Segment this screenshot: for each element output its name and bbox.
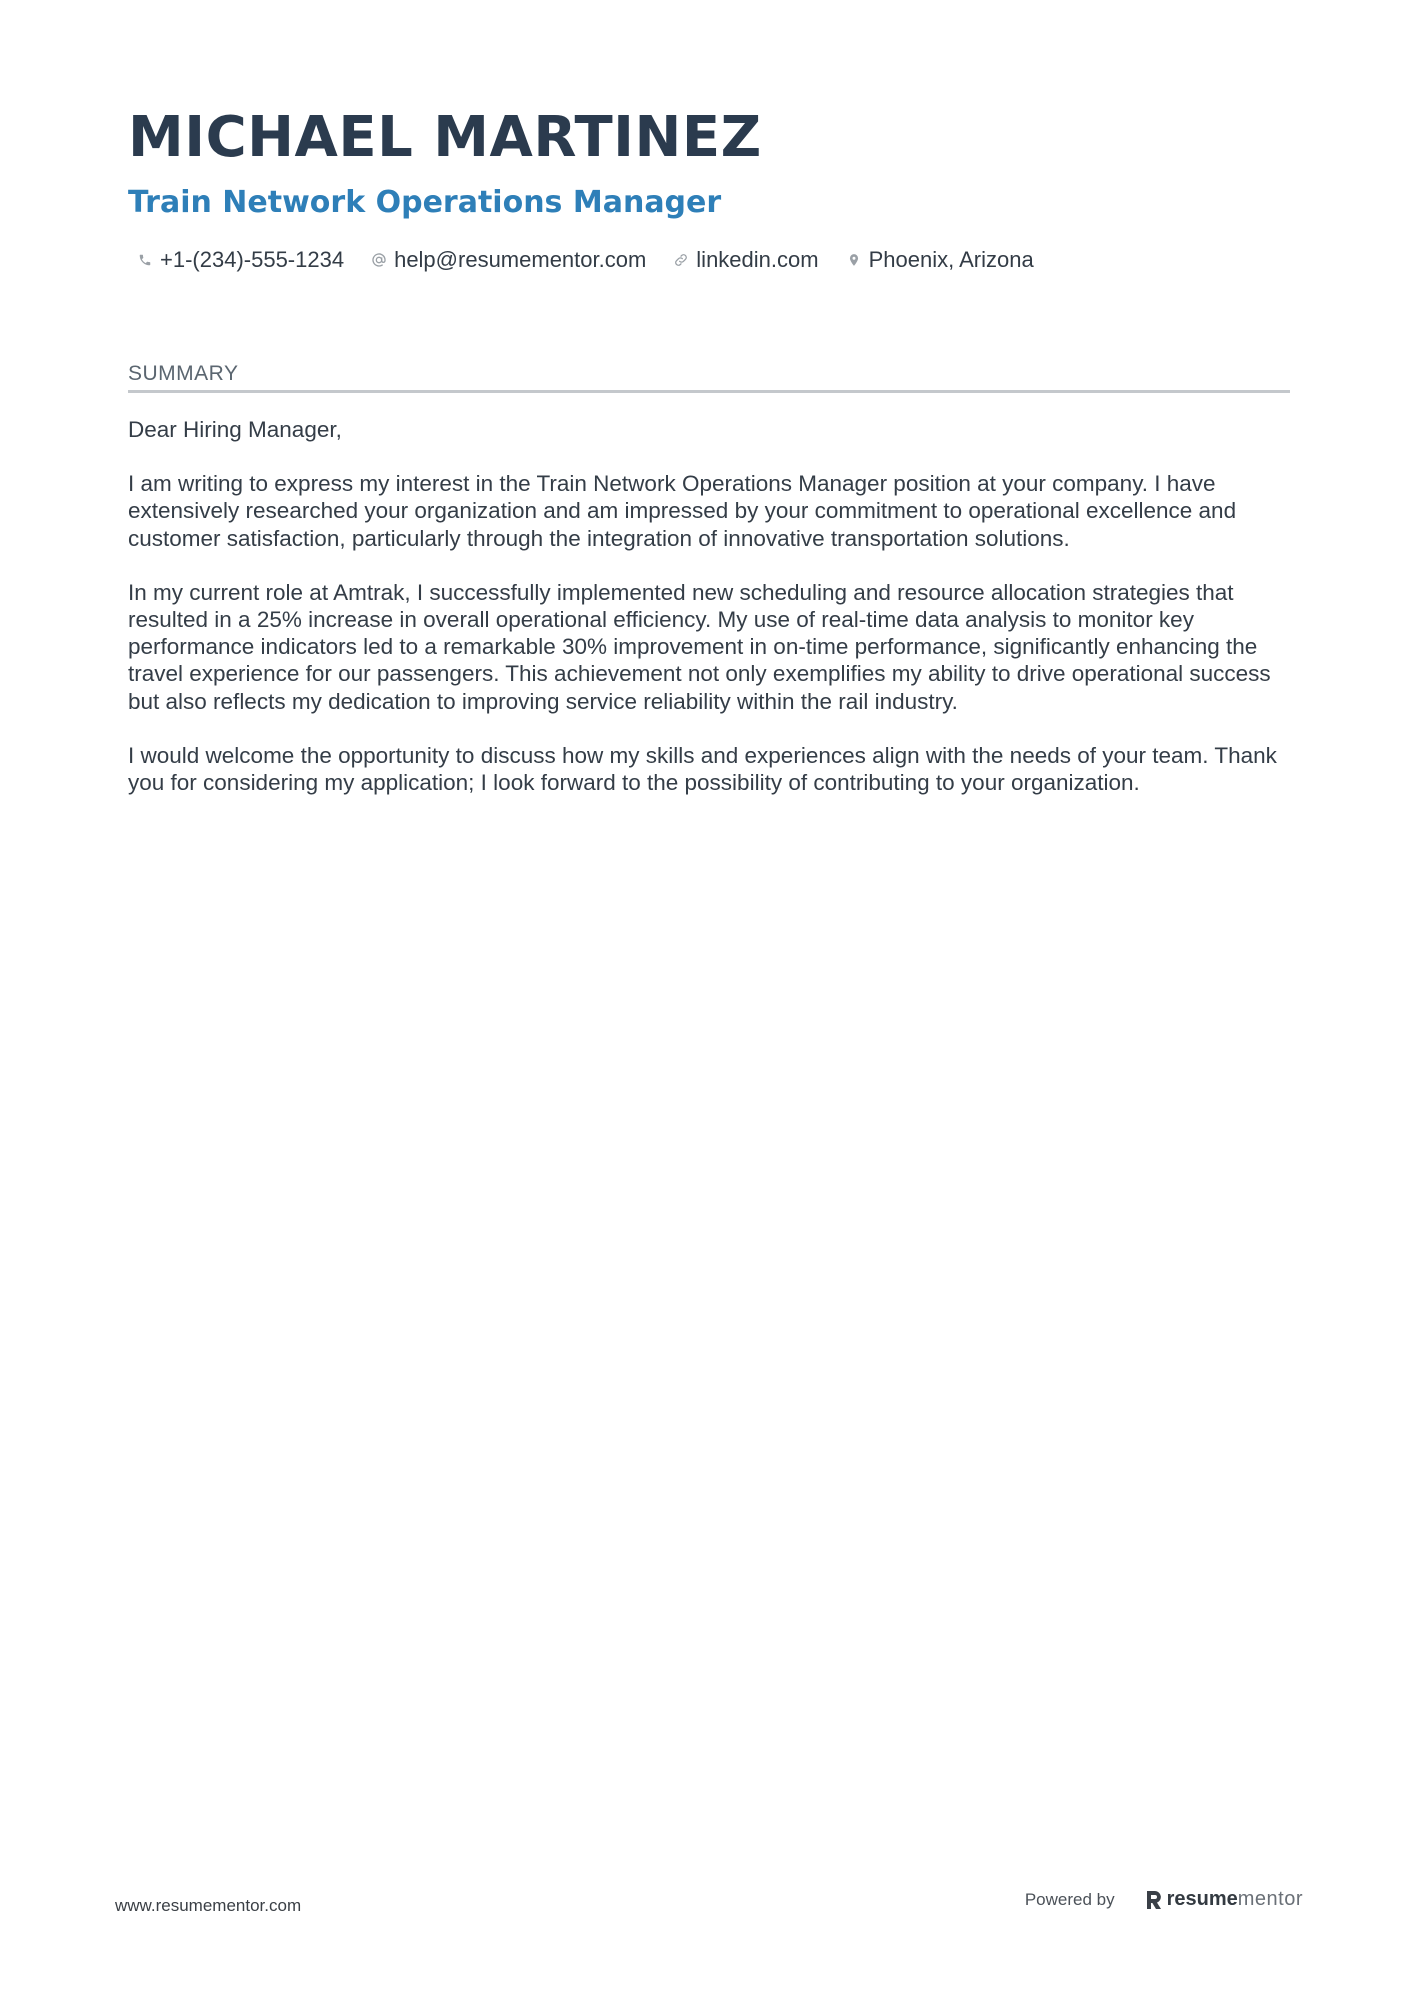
footer-website[interactable]: www.resumementor.com <box>115 1896 302 1915</box>
brand-text-bold: resume <box>1166 1888 1238 1910</box>
location-pin-icon <box>845 251 863 269</box>
candidate-name: MICHAEL MARTINEZ <box>128 105 762 170</box>
greeting: Dear Hiring Manager, <box>128 417 342 442</box>
email-text[interactable]: help@resumementor.com <box>394 247 647 272</box>
link-icon <box>672 251 690 269</box>
contact-linkedin[interactable] <box>672 247 818 273</box>
linkedin-text[interactable]: linkedin.com <box>696 247 819 272</box>
phone-icon <box>136 251 154 269</box>
letter-paragraph: In my current role at Amtrak, I successfully implemented new scheduling and resource allocation strategies that resulted in a 25% increase in overall operational efficiency. My use of real-time data analysis to monitor key performance indicators led to a remarkable 30% improvement in on-time performance, significantly enhancing the travel experience for our passengers. This achievement not only exemplifies my ability to drive operational success but also reflects my dedication to improving service reliability within the rail industry. <box>128 579 1271 714</box>
brand-logo[interactable] <box>1145 1888 1303 1911</box>
contact-location <box>845 247 1034 273</box>
at-icon <box>370 251 388 269</box>
powered-by-label: Powered by <box>1024 1889 1115 1909</box>
resumementor-logo-icon <box>1145 1890 1163 1910</box>
letter-paragraph: I am writing to express my interest in the Train Network Operations Manager position at your company. I have extensively researched your organization and am impressed by your commitment to operational excellence and customer satisfaction, particularly through the integration of innovative transportation solutions. <box>128 471 1237 551</box>
location-text: Phoenix, Arizona <box>868 247 1034 272</box>
summary-heading: SUMMARY <box>128 362 1290 393</box>
footer-branding <box>1025 1888 1303 1911</box>
contact-phone <box>136 247 344 273</box>
job-title: Train Network Operations Manager <box>128 185 722 220</box>
contact-email[interactable] <box>370 247 646 273</box>
letter-body <box>128 416 1290 823</box>
phone-text: +1-(234)-555-1234 <box>160 247 345 272</box>
brand-text-light: mentor <box>1237 1888 1303 1910</box>
letter-paragraph: I would welcome the opportunity to discuss how my skills and experiences align with the needs of your team. Thank you for considering my application; I look forward to the possibility of contributing to your organization. <box>128 742 1277 796</box>
contact-bar <box>136 247 1060 273</box>
